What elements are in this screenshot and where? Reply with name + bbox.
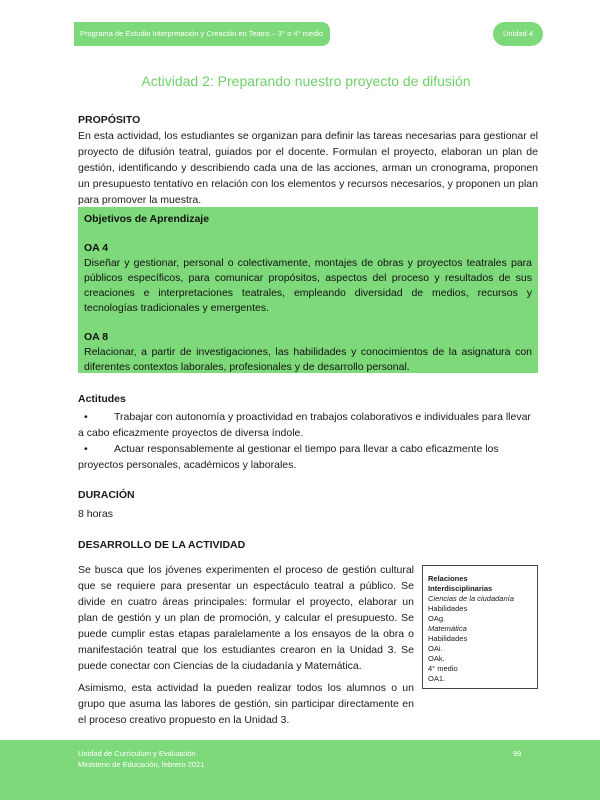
oa-code: OA 8 bbox=[84, 331, 109, 343]
objectives-title: Objetivos de Aprendizaje bbox=[84, 213, 210, 225]
attitudes-list bbox=[78, 409, 538, 473]
interdisciplinary-relations-box bbox=[422, 565, 538, 689]
relations-code: OAi. bbox=[428, 644, 443, 653]
list-item bbox=[78, 441, 538, 473]
development-body bbox=[78, 562, 414, 728]
unit-badge: Unidad 4 bbox=[493, 22, 543, 46]
attitude-text: Actuar responsablemente al gestionar el tiempo para llevar a cabo eficazmente los proyectos personales, académicos y laborales. bbox=[78, 443, 499, 471]
oa-text: Relacionar, a partir de investigaciones, las habilidades y conocimientos de la asignatura con diferentes contextos laborales, profesionales y de desarrollo personal. bbox=[84, 346, 532, 373]
program-header: Programa de Estudio Interpretación y Creación en Teatro – 3° o 4° medio bbox=[74, 22, 330, 46]
activity-title: Actividad 2: Preparando nuestro proyecto de difusión bbox=[141, 73, 471, 89]
bullet-icon: • bbox=[84, 411, 88, 423]
relations-code: OAg. bbox=[428, 614, 446, 623]
relations-skills: Habilidades bbox=[428, 604, 468, 613]
oa-text: Diseñar y gestionar, personal o colectivamente, montajes de obras y proyectos teatrales para públicos específicos, para comunicar propósitos, aspectos del proceso y resultados de sus creaciones e interpretaciones teatrales, empleando diversidad de medios, recursos y tecnologías tradicionales y emergentes. bbox=[84, 257, 532, 314]
development-paragraph: Asimismo, esta actividad la pueden realizar todos los alumnos o un grupo que asuma las labores de gestión, sin participar directamente en el proceso creativo propuesto en la Unidad 3. bbox=[78, 682, 414, 726]
purpose-heading: PROPÓSITO bbox=[78, 114, 141, 126]
list-item bbox=[78, 409, 538, 441]
relations-title: Relaciones bbox=[428, 574, 468, 583]
duration-heading: DURACIÓN bbox=[78, 489, 135, 501]
development-heading: DESARROLLO DE LA ACTIVIDAD bbox=[78, 539, 246, 551]
relations-title: Interdisciplinarias bbox=[428, 584, 493, 593]
development-paragraph: Se busca que los jóvenes experimenten el proceso de gestión cultural que se requiere para presentar un espectáculo teatral a público. Se divide en cuatro áreas principales: formular el proyecto, elaborar un plan de gestión y un plan de promoción, y calcular el presupuesto. Se puede cumplir estas etapas paralelamente a los ensayos de la obra o manifestación teatral que los estudiantes crearon en la Unidad 3. Se puede conectar con Ciencias de la ciudadanía y Matemática. bbox=[78, 564, 414, 672]
relations-skills: Habilidades bbox=[428, 634, 468, 643]
bullet-icon: • bbox=[84, 443, 88, 455]
page-footer bbox=[0, 740, 600, 800]
page-number: 99 bbox=[513, 749, 522, 758]
relations-code: OAk. bbox=[428, 654, 445, 663]
oa-code: OA 4 bbox=[84, 242, 109, 254]
attitudes-section bbox=[78, 391, 538, 473]
purpose-text: En esta actividad, los estudiantes se organizan para definir las tareas necesarias para gestionar el proyecto de difusión teatral, guiados por el docente. Formulan el proyecto, elaboran un plan de gestión, identificando y describiendo cada una de las acciones, arman un cronograma, proponen un presupuesto tentativo en relación con los elementos y recursos necesarios, y proponen un plan para promover la muestra. bbox=[78, 130, 538, 206]
learning-objectives-box bbox=[78, 207, 538, 373]
footer-ministry: Ministerio de Educación, febrero 2021 bbox=[78, 760, 205, 769]
footer-unit: Unidad de Currículum y Evaluación bbox=[78, 749, 196, 758]
duration-value: 8 horas bbox=[78, 508, 114, 520]
duration-section bbox=[78, 487, 538, 522]
relations-code: OA1. bbox=[428, 674, 446, 683]
purpose-section bbox=[78, 112, 538, 208]
relations-subject: Matemática bbox=[428, 624, 467, 633]
attitudes-heading: Actitudes bbox=[78, 393, 126, 405]
relations-grade: 4° medio bbox=[428, 664, 458, 673]
attitude-text: Trabajar con autonomía y proactividad en trabajos colaborativos e individuales para llevar a cabo eficazmente proyectos de diversa índole. bbox=[78, 411, 531, 439]
relations-subject: Ciencias de la ciudadanía bbox=[428, 594, 514, 603]
